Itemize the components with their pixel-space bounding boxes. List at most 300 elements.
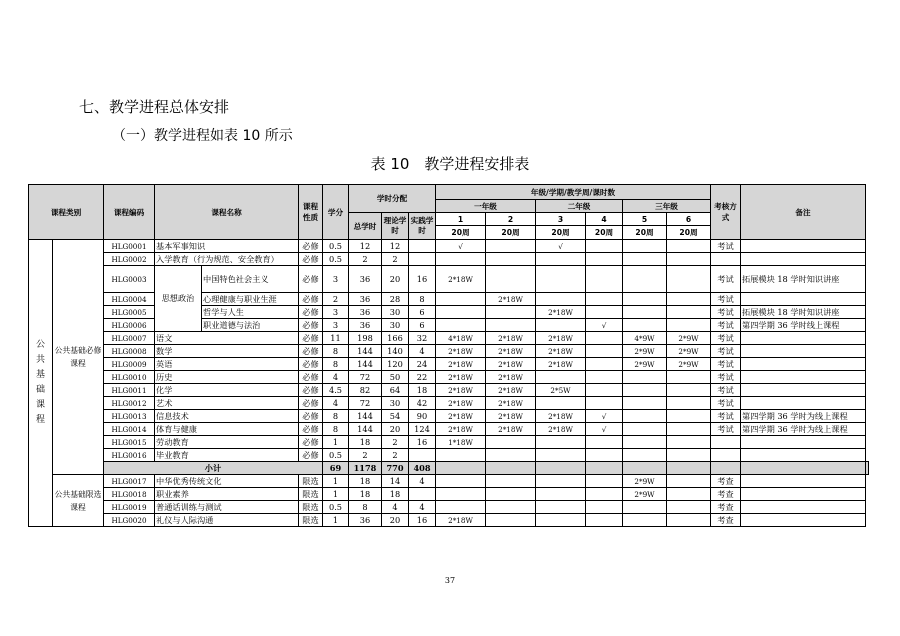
cell-total: 82 (349, 384, 382, 397)
cell-remark (741, 449, 866, 462)
cell-assess (711, 449, 741, 462)
header-hours-dist: 学时分配 (349, 185, 436, 213)
cell-assess: 考试 (711, 266, 741, 293)
course-name: 艺术 (155, 397, 299, 410)
table-row (29, 371, 869, 384)
table-row (29, 436, 869, 449)
cell-t5 (623, 423, 667, 436)
cell-t3 (536, 514, 586, 527)
cell-t2 (486, 449, 536, 462)
header-total: 总学时 (349, 213, 382, 240)
course-name: 英语 (155, 358, 299, 371)
cell-t4 (586, 501, 623, 514)
subtotal-empty (586, 462, 623, 475)
table-row (29, 449, 869, 462)
cell-t1 (436, 253, 486, 266)
cell-credit: 4.5 (323, 384, 349, 397)
cell-theory: 2 (382, 253, 409, 266)
course-name: 劳动教育 (155, 436, 299, 449)
cell-remark: 第四学期 36 学时为线上课程 (741, 423, 866, 436)
table-row (29, 397, 869, 410)
cell-t6 (667, 488, 711, 501)
cell-t4 (586, 371, 623, 384)
header-credit: 学分 (323, 185, 349, 240)
cell-t2: 2*18W (486, 423, 536, 436)
cell-t3: 2*18W (536, 345, 586, 358)
course-name: 化学 (155, 384, 299, 397)
cell-nature: 必修 (299, 319, 323, 332)
table-caption: 表 10 教学进程安排表 (370, 155, 530, 173)
table-row (29, 332, 869, 345)
cell-t5 (623, 514, 667, 527)
course-code: HLG0015 (104, 436, 155, 449)
cell-t2 (486, 319, 536, 332)
cell-t6 (667, 501, 711, 514)
cell-remark (741, 501, 866, 514)
table-row (29, 501, 869, 514)
cell-practice: 32 (409, 332, 436, 345)
cell-t2: 2*18W (486, 397, 536, 410)
cell-nature: 限选 (299, 475, 323, 488)
cell-t6 (667, 410, 711, 423)
cell-nature: 限选 (299, 501, 323, 514)
cell-theory: 30 (382, 397, 409, 410)
subtotal-empty (486, 462, 536, 475)
cell-theory: 18 (382, 488, 409, 501)
cell-assess: 考查 (711, 501, 741, 514)
cell-t1: 2*18W (436, 397, 486, 410)
cell-theory: 14 (382, 475, 409, 488)
cell-assess: 考试 (711, 240, 741, 253)
cell-nature: 必修 (299, 436, 323, 449)
subtotal-label: 小计 (104, 462, 323, 475)
table-row (29, 410, 869, 423)
cell-t6 (667, 266, 711, 293)
cell-t4 (586, 306, 623, 319)
cell-total: 36 (349, 306, 382, 319)
course-code: HLG0004 (104, 293, 155, 306)
cell-t6 (667, 436, 711, 449)
cell-t6 (667, 293, 711, 306)
course-code: HLG0012 (104, 397, 155, 410)
cell-t3 (536, 253, 586, 266)
header-year1: 一年级 (436, 200, 536, 213)
course-group-politics: 思想政治 (155, 266, 202, 332)
cell-theory: 4 (382, 501, 409, 514)
cell-t6 (667, 397, 711, 410)
cell-t2 (486, 514, 536, 527)
subtotal-empty (436, 462, 486, 475)
course-code: HLG0009 (104, 358, 155, 371)
cell-t3 (536, 266, 586, 293)
cell-credit: 8 (323, 410, 349, 423)
cell-nature: 必修 (299, 345, 323, 358)
cell-t2 (486, 488, 536, 501)
subtotal-empty (711, 462, 741, 475)
cell-total: 18 (349, 436, 382, 449)
cell-t1 (436, 449, 486, 462)
course-code: HLG0020 (104, 514, 155, 527)
cell-t1: 2*18W (436, 266, 486, 293)
course-code: HLG0019 (104, 501, 155, 514)
cell-theory: 166 (382, 332, 409, 345)
cell-t6 (667, 514, 711, 527)
cell-practice: 90 (409, 410, 436, 423)
cell-theory: 50 (382, 371, 409, 384)
cell-total: 2 (349, 253, 382, 266)
cell-t4 (586, 397, 623, 410)
cell-t4 (586, 384, 623, 397)
cell-credit: 2 (323, 293, 349, 306)
cell-t4 (586, 449, 623, 462)
subtotal-practice: 408 (409, 462, 436, 475)
cell-nature: 必修 (299, 293, 323, 306)
cell-t1: 2*18W (436, 371, 486, 384)
cell-t5 (623, 384, 667, 397)
cell-nature: 必修 (299, 384, 323, 397)
header-weeks-3: 20周 (536, 226, 586, 240)
cell-remark (741, 384, 866, 397)
cell-practice (409, 253, 436, 266)
schedule-table (28, 184, 869, 527)
cell-t3: 2*5W (536, 384, 586, 397)
cell-credit: 1 (323, 488, 349, 501)
cell-t4 (586, 253, 623, 266)
course-code: HLG0016 (104, 449, 155, 462)
course-code: HLG0005 (104, 306, 155, 319)
cell-t5: 2*9W (623, 488, 667, 501)
cell-t6 (667, 240, 711, 253)
cell-t2: 2*18W (486, 410, 536, 423)
cell-credit: 4 (323, 397, 349, 410)
subtotal-empty (667, 462, 711, 475)
header-theory: 理论学时 (382, 213, 409, 240)
cell-practice: 6 (409, 319, 436, 332)
cell-remark (741, 293, 866, 306)
cell-t6: 2*9W (667, 332, 711, 345)
cell-credit: 0.5 (323, 253, 349, 266)
cell-t5: 2*9W (623, 358, 667, 371)
cell-t3 (536, 449, 586, 462)
cell-t2: 2*18W (486, 371, 536, 384)
cell-t5 (623, 410, 667, 423)
cell-total: 144 (349, 345, 382, 358)
subtotal-empty (866, 462, 869, 475)
course-code: HLG0001 (104, 240, 155, 253)
cell-t5 (623, 306, 667, 319)
cell-practice: 18 (409, 384, 436, 397)
cell-nature: 限选 (299, 488, 323, 501)
subtotal-theory: 770 (382, 462, 409, 475)
cell-assess: 考试 (711, 345, 741, 358)
cell-total: 18 (349, 475, 382, 488)
cell-t4 (586, 488, 623, 501)
cell-nature: 必修 (299, 449, 323, 462)
cell-t5 (623, 397, 667, 410)
course-name: 中国特色社会主义 (202, 266, 299, 293)
cell-remark: 拓展模块 18 学时知识讲座 (741, 266, 866, 293)
cell-practice: 24 (409, 358, 436, 371)
header-term-group: 年级/学期/教学周/课时数 (436, 185, 711, 200)
cell-nature: 必修 (299, 397, 323, 410)
header-category: 课程类别 (29, 185, 104, 240)
cell-practice (409, 488, 436, 501)
cell-t1: 2*18W (436, 345, 486, 358)
category-elective: 公共基础限选课程 (53, 475, 104, 527)
cell-theory: 30 (382, 319, 409, 332)
course-name: 毕业教育 (155, 449, 299, 462)
cell-total: 2 (349, 449, 382, 462)
cell-practice: 22 (409, 371, 436, 384)
header-remark: 备注 (741, 185, 866, 240)
cell-credit: 8 (323, 345, 349, 358)
cell-practice: 42 (409, 397, 436, 410)
cell-t5 (623, 253, 667, 266)
cell-assess: 考试 (711, 319, 741, 332)
table-row (29, 345, 869, 358)
cell-t1: 2*18W (436, 384, 486, 397)
cell-total: 198 (349, 332, 382, 345)
course-code: HLG0002 (104, 253, 155, 266)
header-weeks-2: 20周 (486, 226, 536, 240)
table-row (29, 488, 869, 501)
cell-t6 (667, 423, 711, 436)
table-row (29, 384, 869, 397)
cell-remark (741, 358, 866, 371)
header-weeks-5: 20周 (623, 226, 667, 240)
cell-t5: 2*9W (623, 345, 667, 358)
cell-t4: √ (586, 410, 623, 423)
cell-remark (741, 371, 866, 384)
cell-t3: 2*18W (536, 410, 586, 423)
cell-t4 (586, 358, 623, 371)
cell-nature: 必修 (299, 423, 323, 436)
cell-t1 (436, 501, 486, 514)
cell-total: 36 (349, 266, 382, 293)
cell-assess: 考试 (711, 410, 741, 423)
header-year2: 二年级 (536, 200, 623, 213)
cell-theory: 12 (382, 240, 409, 253)
subtotal-empty (623, 462, 667, 475)
cell-practice: 8 (409, 293, 436, 306)
course-name: 基本军事知识 (155, 240, 299, 253)
cell-remark (741, 436, 866, 449)
cell-assess: 考试 (711, 384, 741, 397)
cell-t4 (586, 293, 623, 306)
cell-practice (409, 449, 436, 462)
cell-nature: 限选 (299, 514, 323, 527)
cell-assess: 考试 (711, 371, 741, 384)
cell-nature: 必修 (299, 253, 323, 266)
course-code: HLG0008 (104, 345, 155, 358)
cell-total: 8 (349, 501, 382, 514)
cell-t6 (667, 319, 711, 332)
table-row (29, 358, 869, 371)
cell-total: 36 (349, 293, 382, 306)
cell-t6 (667, 449, 711, 462)
cell-assess (711, 253, 741, 266)
cell-theory: 2 (382, 449, 409, 462)
header-name: 课程名称 (155, 185, 299, 240)
category-required: 公共基础必修课程 (53, 240, 104, 475)
cell-t6 (667, 371, 711, 384)
cell-t5 (623, 293, 667, 306)
table-row (29, 475, 869, 488)
cell-theory: 120 (382, 358, 409, 371)
cell-t3: 2*18W (536, 332, 586, 345)
table-row (29, 514, 869, 527)
course-code: HLG0003 (104, 266, 155, 293)
cell-remark (741, 488, 866, 501)
header-term-5: 5 (623, 213, 667, 226)
course-name: 历史 (155, 371, 299, 384)
cell-t4: √ (586, 423, 623, 436)
course-code: HLG0013 (104, 410, 155, 423)
cell-remark (741, 475, 866, 488)
cell-t5 (623, 449, 667, 462)
subtotal-empty (741, 462, 866, 475)
cell-t3: 2*18W (536, 306, 586, 319)
cell-t6 (667, 253, 711, 266)
cell-practice: 16 (409, 514, 436, 527)
course-name: 中华优秀传统文化 (155, 475, 299, 488)
cell-t3 (536, 436, 586, 449)
cell-practice: 4 (409, 345, 436, 358)
cell-t1 (436, 488, 486, 501)
course-name: 心理健康与职业生涯 (202, 293, 299, 306)
cell-t3 (536, 488, 586, 501)
cell-t3 (536, 319, 586, 332)
cell-t1 (436, 319, 486, 332)
cell-theory: 64 (382, 384, 409, 397)
cell-t4 (586, 475, 623, 488)
course-code: HLG0007 (104, 332, 155, 345)
cell-practice: 6 (409, 306, 436, 319)
cell-credit: 11 (323, 332, 349, 345)
cell-t4 (586, 345, 623, 358)
cell-remark (741, 514, 866, 527)
header-term-2: 2 (486, 213, 536, 226)
cell-t3 (536, 397, 586, 410)
course-name: 礼仪与人际沟通 (155, 514, 299, 527)
cell-t6 (667, 475, 711, 488)
cell-assess: 考查 (711, 488, 741, 501)
cell-credit: 0.5 (323, 449, 349, 462)
cell-credit: 8 (323, 423, 349, 436)
cell-credit: 3 (323, 266, 349, 293)
header-term-1: 1 (436, 213, 486, 226)
cell-nature: 必修 (299, 410, 323, 423)
cell-t3: 2*18W (536, 423, 586, 436)
cell-credit: 4 (323, 371, 349, 384)
cell-t1: 4*18W (436, 332, 486, 345)
course-code: HLG0017 (104, 475, 155, 488)
cell-remark: 拓展模块 18 学时知识讲座 (741, 306, 866, 319)
cell-remark: 第四学期 36 学时为线上课程 (741, 410, 866, 423)
cell-t4: √ (586, 319, 623, 332)
cell-t6: 2*9W (667, 358, 711, 371)
header-weeks-6: 20周 (667, 226, 711, 240)
cell-total: 144 (349, 410, 382, 423)
cell-t6 (667, 306, 711, 319)
cell-t3: √ (536, 240, 586, 253)
cell-t2 (486, 436, 536, 449)
cell-total: 144 (349, 423, 382, 436)
cell-total: 12 (349, 240, 382, 253)
cell-remark: 第四学期 36 学时线上课程 (741, 319, 866, 332)
cell-t1 (436, 293, 486, 306)
header-term-3: 3 (536, 213, 586, 226)
cell-nature: 必修 (299, 332, 323, 345)
cell-credit: 0.5 (323, 501, 349, 514)
cell-practice: 124 (409, 423, 436, 436)
cell-remark (741, 397, 866, 410)
header-nature: 课程性质 (299, 185, 323, 240)
cell-practice (409, 240, 436, 253)
cell-total: 144 (349, 358, 382, 371)
cell-t4 (586, 436, 623, 449)
cell-t5 (623, 240, 667, 253)
cell-t2: 2*18W (486, 345, 536, 358)
cell-t5: 4*9W (623, 332, 667, 345)
cell-total: 72 (349, 371, 382, 384)
cell-total: 72 (349, 397, 382, 410)
cell-nature: 必修 (299, 358, 323, 371)
cell-t2 (486, 475, 536, 488)
cell-t3 (536, 293, 586, 306)
cell-t4 (586, 332, 623, 345)
course-name: 数学 (155, 345, 299, 358)
header-term-6: 6 (667, 213, 711, 226)
cell-t1 (436, 306, 486, 319)
cell-theory: 20 (382, 514, 409, 527)
header-weeks-4: 20周 (586, 226, 623, 240)
cell-t2: 2*18W (486, 293, 536, 306)
header-weeks-1: 20周 (436, 226, 486, 240)
cell-nature: 必修 (299, 266, 323, 293)
cell-t5 (623, 501, 667, 514)
cell-practice: 16 (409, 266, 436, 293)
cell-remark (741, 253, 866, 266)
table-row (29, 253, 869, 266)
cell-t6: 2*9W (667, 345, 711, 358)
cell-t2: 2*18W (486, 332, 536, 345)
cell-t1: 1*18W (436, 436, 486, 449)
cell-assess: 考查 (711, 475, 741, 488)
header-code: 课程编码 (104, 185, 155, 240)
cell-practice: 4 (409, 501, 436, 514)
course-name: 体育与健康 (155, 423, 299, 436)
cell-credit: 0.5 (323, 240, 349, 253)
table-row (29, 240, 869, 253)
cell-remark (741, 345, 866, 358)
cell-assess: 考查 (711, 514, 741, 527)
table-row (29, 266, 869, 293)
page-number: 37 (444, 576, 456, 585)
course-code: HLG0011 (104, 384, 155, 397)
cell-t6 (667, 384, 711, 397)
course-name: 哲学与人生 (202, 306, 299, 319)
cell-nature: 必修 (299, 306, 323, 319)
cell-t4 (586, 240, 623, 253)
course-code: HLG0006 (104, 319, 155, 332)
cell-credit: 3 (323, 319, 349, 332)
cell-nature: 必修 (299, 240, 323, 253)
cell-t1 (436, 475, 486, 488)
subtotal-empty (536, 462, 586, 475)
header-assess: 考核方式 (711, 185, 741, 240)
category-main: 公共基础课程 (29, 240, 53, 527)
